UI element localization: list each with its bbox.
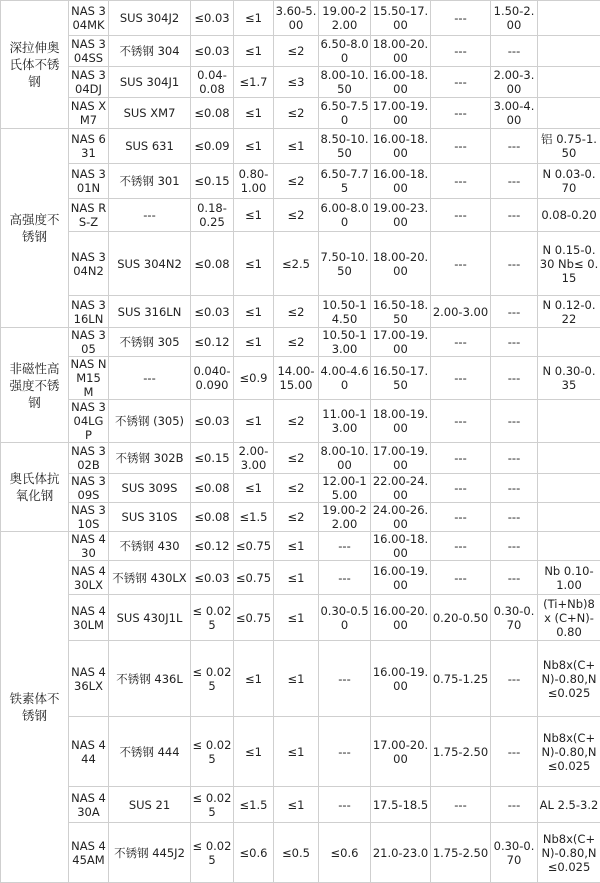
silicon-cell: ≤1	[234, 474, 274, 503]
nickel-cell: 12.00-15.00	[319, 474, 371, 503]
table-row	[1, 823, 600, 883]
other-elements-cell: Nb8x(C+N)-0.80,N ≤0.025	[538, 717, 600, 787]
category-cell: 非磁性高强度不锈钢	[1, 328, 69, 443]
silicon-cell: ≤1	[234, 129, 274, 164]
other-elements-cell: Nb 0.10-1.00	[538, 561, 600, 595]
manganese-cell: ≤1	[274, 561, 319, 595]
manganese-cell: ≤2	[274, 199, 319, 232]
molybdenum-cell: ---	[431, 443, 491, 474]
nickel-cell: 6.00-8.00	[319, 199, 371, 232]
silicon-cell: ≤0.6	[234, 823, 274, 883]
nickel-cell: 10.50-14.50	[319, 296, 371, 328]
other-elements-cell	[538, 36, 600, 67]
grade-cell: NAS 310S	[69, 503, 109, 532]
carbon-cell: ≤0.03	[191, 561, 234, 595]
equivalent-cell: 不锈钢 305	[109, 328, 191, 357]
copper-cell: 0.30-0.70	[491, 823, 538, 883]
chromium-cell: 24.00-26.00	[371, 503, 431, 532]
category-cell: 铁素体不锈钢	[1, 532, 69, 883]
grade-cell: NAS 430LX	[69, 561, 109, 595]
silicon-cell: ≤1	[234, 400, 274, 443]
silicon-cell: ≤1	[234, 717, 274, 787]
copper-cell: ---	[491, 561, 538, 595]
carbon-cell: ≤0.08	[191, 503, 234, 532]
equivalent-cell: 不锈钢 301	[109, 164, 191, 199]
manganese-cell: 14.00-15.00	[274, 357, 319, 400]
copper-cell: ---	[491, 296, 538, 328]
silicon-cell: ≤1.5	[234, 787, 274, 823]
carbon-cell: ≤0.12	[191, 532, 234, 561]
carbon-cell: 0.040-0.090	[191, 357, 234, 400]
other-elements-cell	[538, 328, 600, 357]
table-body	[1, 1, 600, 883]
manganese-cell: 3.60-5.00	[274, 1, 319, 36]
nickel-cell: 0.30-0.50	[319, 595, 371, 641]
copper-cell: ---	[491, 443, 538, 474]
table-row	[1, 1, 600, 36]
copper-cell: ---	[491, 717, 538, 787]
carbon-cell: ≤ 0.025	[191, 717, 234, 787]
manganese-cell: ≤2	[274, 296, 319, 328]
grade-cell: NAS 430A	[69, 787, 109, 823]
carbon-cell: ≤0.08	[191, 474, 234, 503]
copper-cell: ---	[491, 357, 538, 400]
carbon-cell: ≤ 0.025	[191, 595, 234, 641]
equivalent-cell: 不锈钢 430LX	[109, 561, 191, 595]
nickel-cell: ---	[319, 532, 371, 561]
chromium-cell: 21.0-23.0	[371, 823, 431, 883]
chromium-cell: 17.00-19.00	[371, 443, 431, 474]
carbon-cell: 0.18-0.25	[191, 199, 234, 232]
other-elements-cell: N 0.30-0.35	[538, 357, 600, 400]
copper-cell: ---	[491, 36, 538, 67]
equivalent-cell: SUS 631	[109, 129, 191, 164]
nickel-cell: ≤0.6	[319, 823, 371, 883]
equivalent-cell: SUS 309S	[109, 474, 191, 503]
carbon-cell: ≤0.09	[191, 129, 234, 164]
equivalent-cell: ---	[109, 357, 191, 400]
grade-cell: NAS 304N2	[69, 232, 109, 296]
manganese-cell: ≤1	[274, 595, 319, 641]
nickel-cell: 8.00-10.00	[319, 443, 371, 474]
equivalent-cell: SUS 310S	[109, 503, 191, 532]
grade-cell: NAS 445AM	[69, 823, 109, 883]
equivalent-cell: SUS 430J1L	[109, 595, 191, 641]
grade-cell: NAS XM7	[69, 98, 109, 129]
chromium-cell: 16.00-19.00	[371, 641, 431, 717]
molybdenum-cell: ---	[431, 328, 491, 357]
manganese-cell: ≤2	[274, 328, 319, 357]
other-elements-cell	[538, 1, 600, 36]
copper-cell: ---	[491, 503, 538, 532]
manganese-cell: ≤1	[274, 129, 319, 164]
nickel-cell: 4.00-4.60	[319, 357, 371, 400]
carbon-cell: ≤0.08	[191, 98, 234, 129]
other-elements-cell: 0.08-0.20	[538, 199, 600, 232]
chromium-cell: 18.00-20.00	[371, 232, 431, 296]
manganese-cell: ≤1	[274, 717, 319, 787]
table-row	[1, 129, 600, 164]
table-row	[1, 357, 600, 400]
nickel-cell: ---	[319, 641, 371, 717]
carbon-cell: ≤0.03	[191, 400, 234, 443]
carbon-cell: ≤0.08	[191, 232, 234, 296]
copper-cell: ---	[491, 474, 538, 503]
equivalent-cell: SUS 316LN	[109, 296, 191, 328]
grade-cell: NAS 436LX	[69, 641, 109, 717]
carbon-cell: ≤0.15	[191, 164, 234, 199]
manganese-cell: ≤2.5	[274, 232, 319, 296]
silicon-cell: ≤0.75	[234, 595, 274, 641]
other-elements-cell: N 0.15-0.30 Nb≤ 0.15	[538, 232, 600, 296]
grade-cell: NAS NM15 M	[69, 357, 109, 400]
other-elements-cell: AL 2.5-3.2	[538, 787, 600, 823]
grade-cell: NAS 309S	[69, 474, 109, 503]
carbon-cell: 0.04-0.08	[191, 67, 234, 98]
molybdenum-cell: ---	[431, 199, 491, 232]
nickel-cell: 11.00-13.00	[319, 400, 371, 443]
grade-cell: NAS 430	[69, 532, 109, 561]
chromium-cell: 16.50-17.50	[371, 357, 431, 400]
other-elements-cell	[538, 67, 600, 98]
manganese-cell: ≤3	[274, 67, 319, 98]
manganese-cell: ≤2	[274, 400, 319, 443]
other-elements-cell: N 0.03-0.70	[538, 164, 600, 199]
chromium-cell: 18.00-20.00	[371, 36, 431, 67]
copper-cell: ---	[491, 129, 538, 164]
equivalent-cell: 不锈钢 436L	[109, 641, 191, 717]
copper-cell: ---	[491, 400, 538, 443]
equivalent-cell: ---	[109, 199, 191, 232]
molybdenum-cell: ---	[431, 474, 491, 503]
copper-cell: 0.30-0.70	[491, 595, 538, 641]
equivalent-cell: 不锈钢 304	[109, 36, 191, 67]
other-elements-cell	[538, 98, 600, 129]
nickel-cell: 7.50-10.50	[319, 232, 371, 296]
category-cell: 深拉伸奥氏体不锈钢	[1, 1, 69, 129]
table-row	[1, 36, 600, 67]
grade-cell: NAS 316LN	[69, 296, 109, 328]
copper-cell: 1.50-2.00	[491, 1, 538, 36]
carbon-cell: ≤0.03	[191, 296, 234, 328]
copper-cell: ---	[491, 787, 538, 823]
other-elements-cell: Nb8x(C+N)-0.80,N ≤0.025	[538, 823, 600, 883]
nickel-cell: 6.50-8.00	[319, 36, 371, 67]
chromium-cell: 17.00-19.00	[371, 328, 431, 357]
molybdenum-cell: ---	[431, 787, 491, 823]
equivalent-cell: 不锈钢 430	[109, 532, 191, 561]
molybdenum-cell: ---	[431, 232, 491, 296]
molybdenum-cell: ---	[431, 400, 491, 443]
table-row	[1, 717, 600, 787]
other-elements-cell	[538, 532, 600, 561]
other-elements-cell	[538, 503, 600, 532]
equivalent-cell: SUS 304N2	[109, 232, 191, 296]
table-row	[1, 641, 600, 717]
silicon-cell: ≤1	[234, 199, 274, 232]
molybdenum-cell: 1.75-2.50	[431, 717, 491, 787]
silicon-cell: ≤0.9	[234, 357, 274, 400]
category-cell: 高强度不锈钢	[1, 129, 69, 328]
molybdenum-cell: 0.75-1.25	[431, 641, 491, 717]
nickel-cell: ---	[319, 561, 371, 595]
silicon-cell: 0.80-1.00	[234, 164, 274, 199]
chromium-cell: 22.00-24.00	[371, 474, 431, 503]
silicon-cell: 2.00-3.00	[234, 443, 274, 474]
grade-cell: NAS 301N	[69, 164, 109, 199]
copper-cell: 3.00-4.00	[491, 98, 538, 129]
grade-cell: NAS 304SS	[69, 36, 109, 67]
other-elements-cell: Nb8x(C+N)-0.80,N ≤0.025	[538, 641, 600, 717]
grade-cell: NAS 631	[69, 129, 109, 164]
molybdenum-cell: ---	[431, 503, 491, 532]
equivalent-cell: SUS XM7	[109, 98, 191, 129]
molybdenum-cell: ---	[431, 98, 491, 129]
grade-cell: NAS 304DJ	[69, 67, 109, 98]
table-row	[1, 232, 600, 296]
nickel-cell: 6.50-7.50	[319, 98, 371, 129]
grade-cell: NAS 304MK	[69, 1, 109, 36]
table-row	[1, 164, 600, 199]
molybdenum-cell: 0.20-0.50	[431, 595, 491, 641]
other-elements-cell	[538, 443, 600, 474]
copper-cell: ---	[491, 199, 538, 232]
equivalent-cell: 不锈钢 445J2	[109, 823, 191, 883]
nickel-cell: ---	[319, 717, 371, 787]
table-row	[1, 532, 600, 561]
nickel-cell: 19.00-22.00	[319, 503, 371, 532]
chromium-cell: 16.50-18.50	[371, 296, 431, 328]
copper-cell: ---	[491, 328, 538, 357]
grade-cell: NAS 430LM	[69, 595, 109, 641]
silicon-cell: ≤0.75	[234, 532, 274, 561]
table-row	[1, 503, 600, 532]
molybdenum-cell: ---	[431, 357, 491, 400]
silicon-cell: ≤1	[234, 296, 274, 328]
table-row	[1, 328, 600, 357]
other-elements-cell: N 0.12-0.22	[538, 296, 600, 328]
carbon-cell: ≤ 0.025	[191, 787, 234, 823]
equivalent-cell: 不锈钢 302B	[109, 443, 191, 474]
silicon-cell: ≤1	[234, 232, 274, 296]
carbon-cell: ≤0.03	[191, 36, 234, 67]
table-row	[1, 296, 600, 328]
equivalent-cell: 不锈钢 444	[109, 717, 191, 787]
nickel-cell: 8.50-10.50	[319, 129, 371, 164]
nickel-cell: 6.50-7.75	[319, 164, 371, 199]
other-elements-cell	[538, 400, 600, 443]
chromium-cell: 16.00-18.00	[371, 532, 431, 561]
table-row	[1, 595, 600, 641]
silicon-cell: ≤1	[234, 1, 274, 36]
other-elements-cell	[538, 474, 600, 503]
copper-cell: ---	[491, 641, 538, 717]
chromium-cell: 19.00-23.00	[371, 199, 431, 232]
manganese-cell: ≤2	[274, 36, 319, 67]
manganese-cell: ≤2	[274, 474, 319, 503]
copper-cell: 2.00-3.00	[491, 67, 538, 98]
molybdenum-cell: ---	[431, 36, 491, 67]
silicon-cell: ≤0.75	[234, 561, 274, 595]
chromium-cell: 15.50-17.00	[371, 1, 431, 36]
molybdenum-cell: ---	[431, 561, 491, 595]
chromium-cell: 16.00-19.00	[371, 561, 431, 595]
carbon-cell: ≤0.03	[191, 1, 234, 36]
copper-cell: ---	[491, 232, 538, 296]
molybdenum-cell: 2.00-3.00	[431, 296, 491, 328]
molybdenum-cell: ---	[431, 1, 491, 36]
carbon-cell: ≤ 0.025	[191, 823, 234, 883]
molybdenum-cell: ---	[431, 67, 491, 98]
silicon-cell: ≤1	[234, 36, 274, 67]
nickel-cell: 19.00-22.00	[319, 1, 371, 36]
grade-cell: NAS 302B	[69, 443, 109, 474]
grade-cell: NAS RS-Z	[69, 199, 109, 232]
manganese-cell: ≤2	[274, 164, 319, 199]
category-cell: 奥氏体抗氧化钢	[1, 443, 69, 532]
nickel-cell: 8.00-10.50	[319, 67, 371, 98]
equivalent-cell: 不锈钢 (305)	[109, 400, 191, 443]
table-row	[1, 98, 600, 129]
table-row	[1, 443, 600, 474]
chromium-cell: 17.00-20.00	[371, 717, 431, 787]
manganese-cell: ≤2	[274, 98, 319, 129]
chromium-cell: 18.00-19.00	[371, 400, 431, 443]
other-elements-cell: (Ti+Nb)8 x (C+N)-0.80	[538, 595, 600, 641]
equivalent-cell: SUS 304J2	[109, 1, 191, 36]
table-row	[1, 400, 600, 443]
silicon-cell: ≤1.5	[234, 503, 274, 532]
chromium-cell: 17.5-18.5	[371, 787, 431, 823]
carbon-cell: ≤0.12	[191, 328, 234, 357]
molybdenum-cell: 1.75-2.50	[431, 823, 491, 883]
manganese-cell: ≤1	[274, 532, 319, 561]
carbon-cell: ≤0.15	[191, 443, 234, 474]
nickel-cell: ---	[319, 787, 371, 823]
table-row	[1, 67, 600, 98]
chromium-cell: 16.00-18.00	[371, 129, 431, 164]
chromium-cell: 16.00-18.00	[371, 164, 431, 199]
chromium-cell: 16.00-20.00	[371, 595, 431, 641]
silicon-cell: ≤1	[234, 641, 274, 717]
silicon-cell: ≤1	[234, 328, 274, 357]
chromium-cell: 16.00-18.00	[371, 67, 431, 98]
manganese-cell: ≤2	[274, 503, 319, 532]
manganese-cell: ≤2	[274, 443, 319, 474]
molybdenum-cell: ---	[431, 164, 491, 199]
manganese-cell: ≤0.5	[274, 823, 319, 883]
carbon-cell: ≤ 0.025	[191, 641, 234, 717]
copper-cell: ---	[491, 164, 538, 199]
other-elements-cell: 铝 0.75-1.50	[538, 129, 600, 164]
grade-cell: NAS 304LG P	[69, 400, 109, 443]
table-row	[1, 787, 600, 823]
equivalent-cell: SUS 21	[109, 787, 191, 823]
manganese-cell: ≤1	[274, 641, 319, 717]
molybdenum-cell: ---	[431, 532, 491, 561]
grade-cell: NAS 305	[69, 328, 109, 357]
equivalent-cell: SUS 304J1	[109, 67, 191, 98]
table-row	[1, 474, 600, 503]
copper-cell: ---	[491, 532, 538, 561]
molybdenum-cell: ---	[431, 129, 491, 164]
chromium-cell: 17.00-19.00	[371, 98, 431, 129]
table-row	[1, 561, 600, 595]
grade-cell: NAS 444	[69, 717, 109, 787]
manganese-cell: ≤1	[274, 787, 319, 823]
silicon-cell: ≤1.7	[234, 67, 274, 98]
table-row	[1, 199, 600, 232]
nickel-cell: 10.50-13.00	[319, 328, 371, 357]
silicon-cell: ≤1	[234, 98, 274, 129]
